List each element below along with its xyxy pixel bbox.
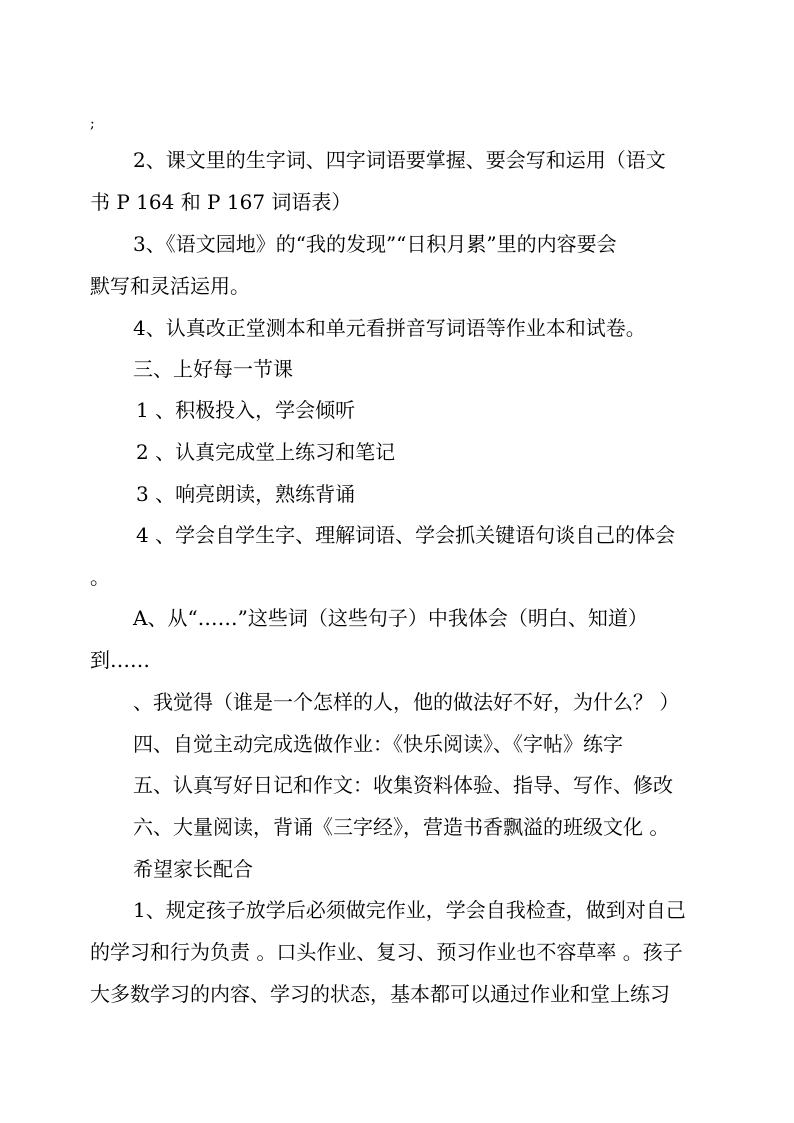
text-line-6: 4、认真改正堂测本和单元看拼音写词语等作业本和试卷。 [133,316,646,340]
section-heading-4: 四、自觉主动完成选做作业：《快乐阅读》、《字帖》练字 [133,732,623,756]
text-line-2: 2、课文里的生字词、四字词语要掌握、要会写和运用（语文 [133,148,666,172]
section-heading-5: 五、认真写好日记和作文：收集资料体验、指导、写作、修改 [133,773,673,797]
list-item-4: 4 、学会自学生字、理解词语、学会抓关键语句谈自己的体会 [136,523,676,547]
text-line-15: 、我觉得（谁是一个怎样的人，他的做法好不好，为什么？ ） [133,690,680,714]
text-line-4: 3、《语文园地》的“我的发现”“日积月累”里的内容要会 [133,232,617,256]
text-line-1: ; [90,116,95,132]
section-heading-6: 六、大量阅读，背诵《三字经》，营造书香飘溢的班级文化 。 [133,815,670,839]
text-line-22: 大多数学习的内容、学习的状态，基本都可以通过作业和堂上练习 [90,982,670,1006]
section-heading-3: 三、上好每一节课 [133,357,293,381]
text-line-13: A、从“……”这些词（这些句子）中我体会（明白、知道） [133,606,648,630]
text-line-12: 。 [90,565,110,589]
text-line-21: 的学习和行为负责 。口头作业、复习、预习作业也不容草率 。孩子 [90,940,683,964]
list-item-3: 3 、响亮朗读，熟练背诵 [136,482,356,506]
text-line-14: 到…… [90,648,150,672]
text-line-20: 1、规定孩子放学后必须做完作业，学会自我检查，做到对自己 [133,898,686,922]
parents-heading: 希望家长配合 [133,857,253,881]
list-item-1: 1 、积极投入，学会倾听 [136,398,356,422]
list-item-2: 2 、认真完成堂上练习和笔记 [136,440,396,464]
text-line-3: 书 P 164 和 P 167 词语表） [90,190,352,214]
text-line-5: 默写和灵活运用。 [90,274,250,298]
